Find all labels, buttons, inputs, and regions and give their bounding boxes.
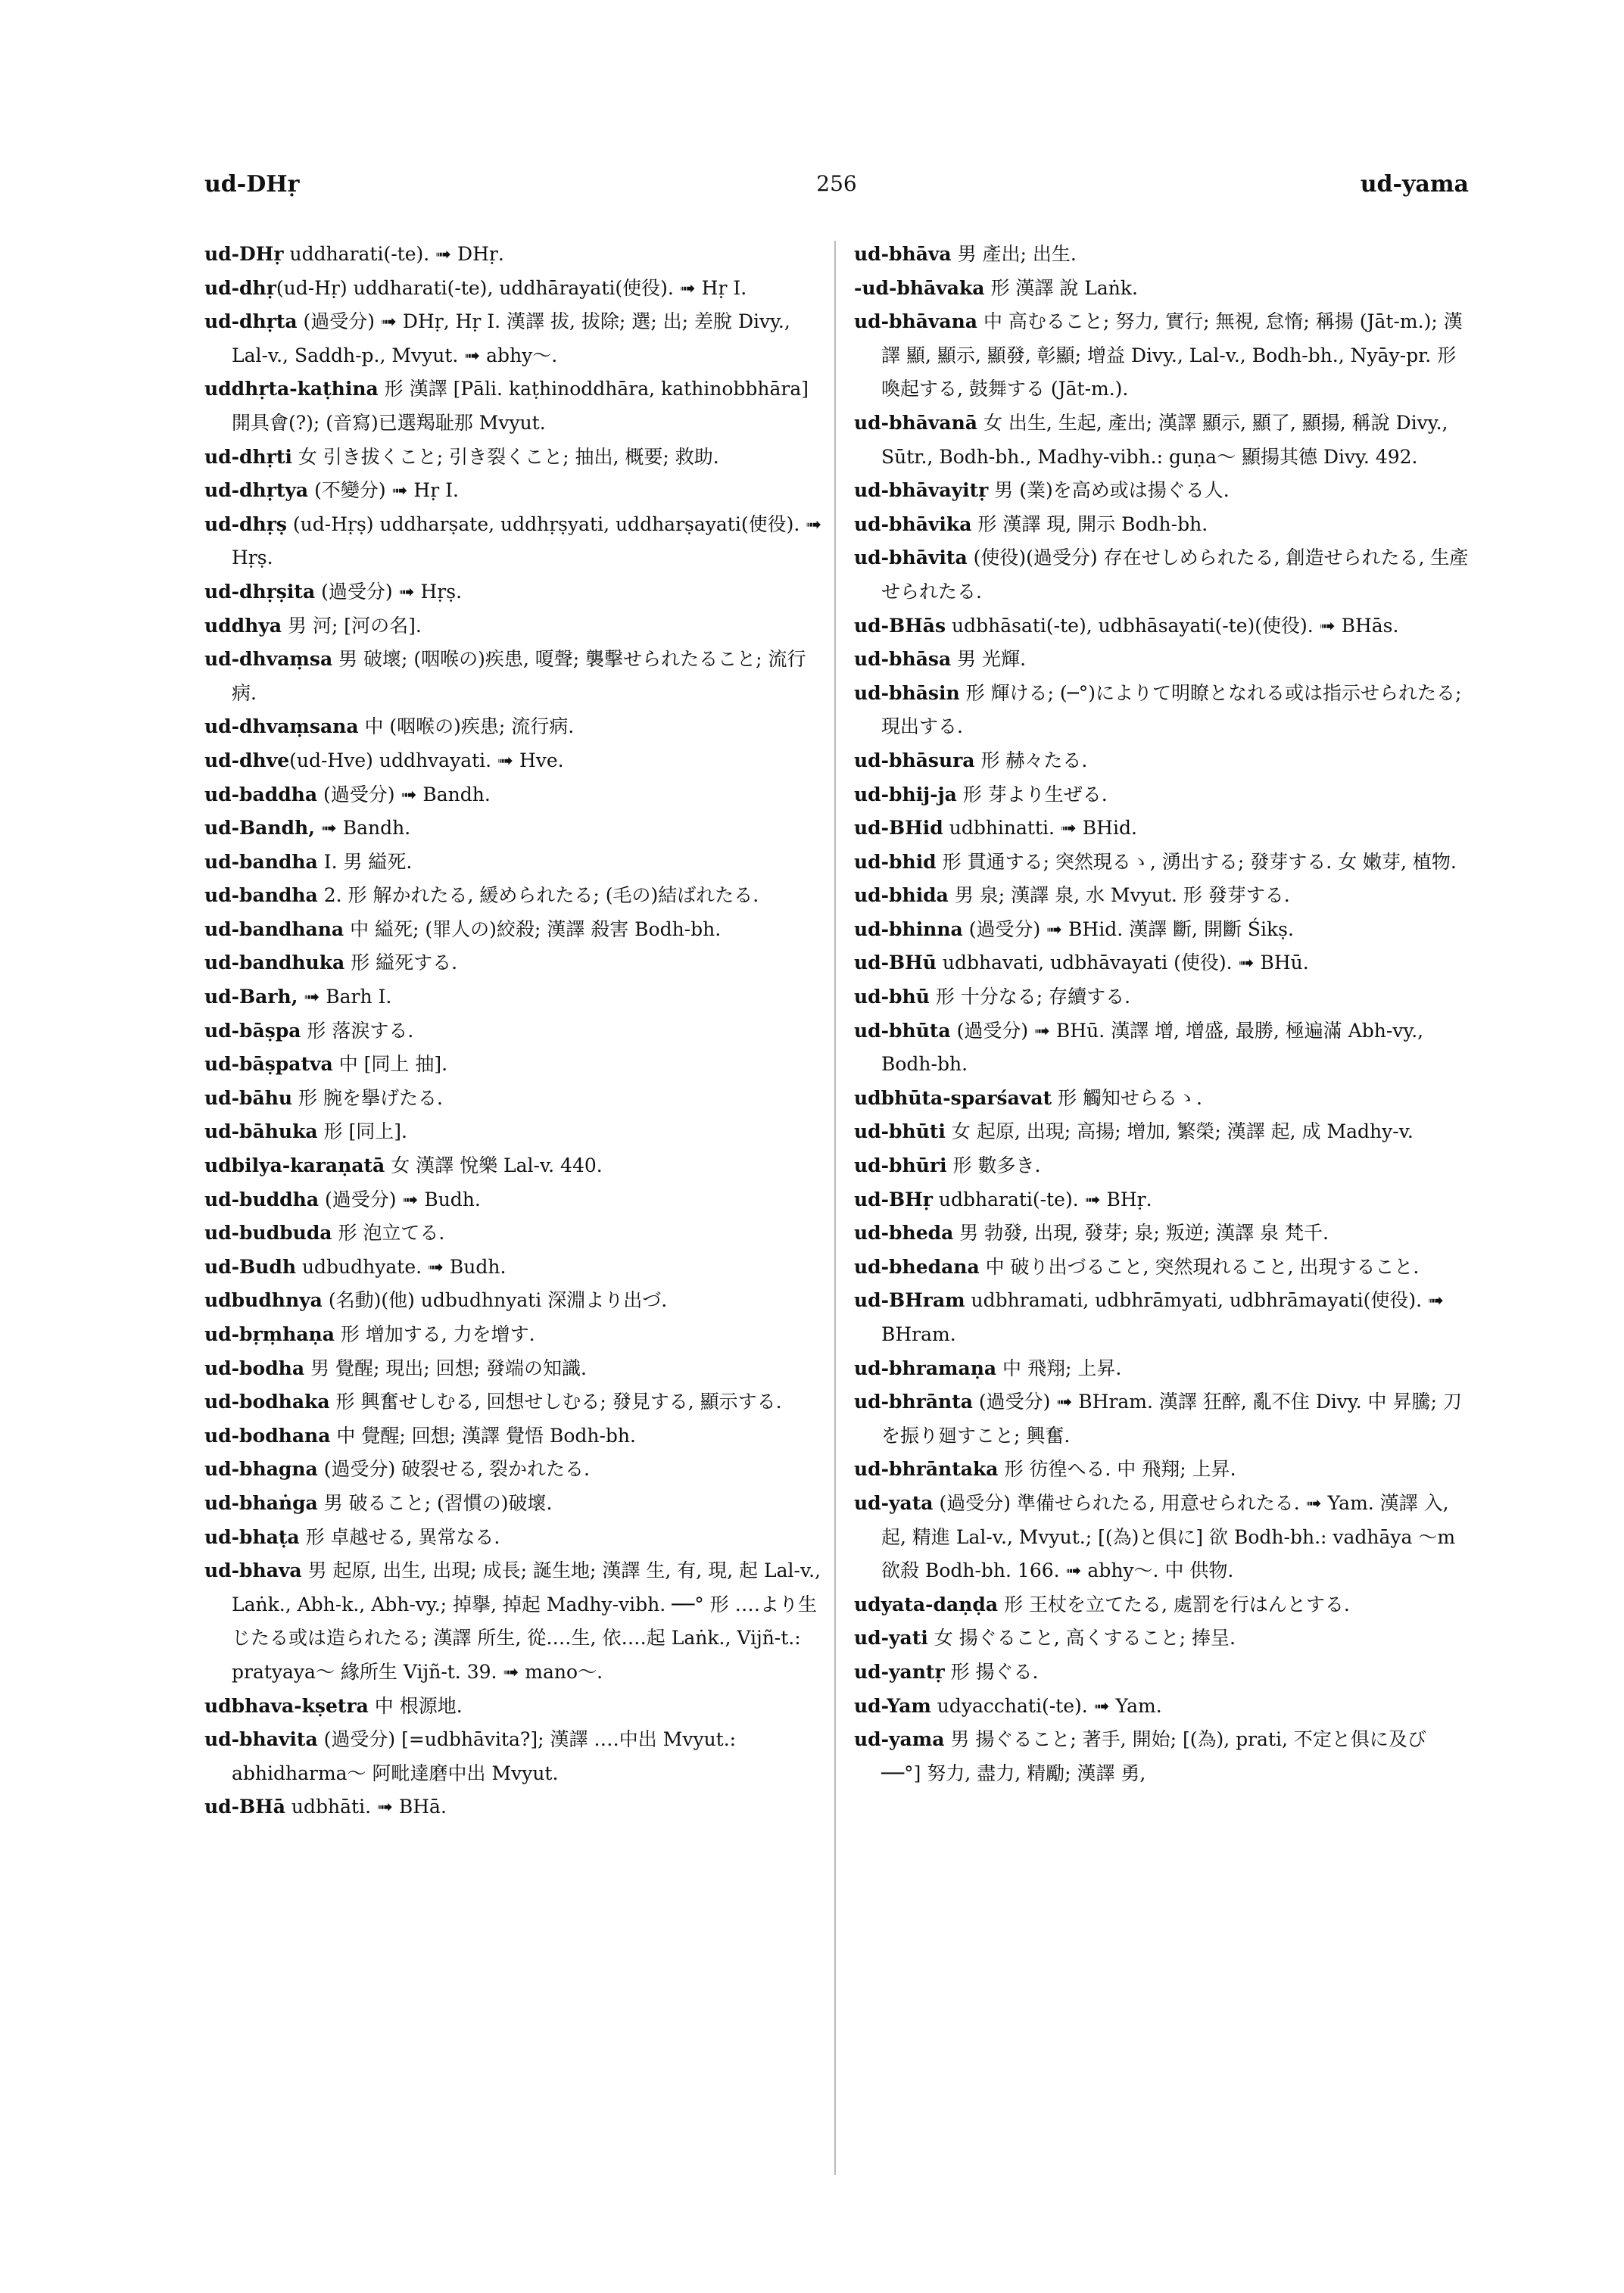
dictionary-entry (204, 272, 825, 306)
entry-definition: (過受分) ➟ Hṛṣ. (315, 580, 463, 603)
entry-headword: ud-dhvaṃsana (204, 715, 359, 738)
dictionary-entry (204, 980, 825, 1014)
entry-headword: ud-bhavita (204, 1728, 318, 1751)
entry-definition: udbharati(-te). ➟ BHṛ. (932, 1188, 1152, 1210)
dictionary-entry (204, 643, 825, 710)
dictionary-entry (204, 1554, 825, 1689)
entry-definition: 形 腕を擧げたる. (292, 1086, 443, 1109)
entry-headword: ud-bandhana (204, 918, 344, 940)
dictionary-entry (854, 1183, 1469, 1217)
entry-definition: (ud-Hve) uddhvayati. ➟ Hve. (289, 749, 564, 771)
entry-definition: (過受分) [=udbhāvita?]; 漢譯 ‥‥中出 Mvyut.: abhidharma〜 阿毗達磨中出 Mvyut. (232, 1728, 737, 1784)
entry-definition: ➟ Bandh. (314, 817, 411, 840)
dictionary-entry (204, 879, 825, 913)
entry-definition: (過受分) 破裂せる, 裂かれたる. (317, 1458, 590, 1481)
entry-definition: 形 泡立てる. (332, 1222, 445, 1245)
entry-headword: ud-bhinna (854, 918, 963, 940)
dictionary-entry (854, 1082, 1469, 1116)
entry-headword: ud-dhve (204, 749, 290, 771)
entry-headword: ud-bhūti (854, 1120, 946, 1143)
dictionary-entry (204, 575, 825, 609)
dictionary-entry (854, 778, 1469, 812)
entry-headword: ud-bhāsin (854, 681, 960, 704)
entry-headword: ud-bodhaka (204, 1391, 330, 1413)
entry-definition: (ud-Hṛṣ) uddharṣate, uddhṛṣyati, uddharṣayati(使役). ➟ Hṛṣ. (232, 512, 822, 569)
dictionary-entry (854, 407, 1469, 474)
entry-definition: udbhavati, udbhāvayati (使役). ➟ BHū. (936, 952, 1309, 974)
dictionary-entry (854, 541, 1469, 609)
entry-definition: udbhramati, udbhrāmyati, udbhrāmayati(使役). ➟ BHram. (881, 1289, 1444, 1345)
dictionary-entry (204, 1419, 825, 1453)
entry-definition: 女 出生, 生起, 產出; 漢譯 顯示, 顯了, 顯揚, 稱說 Divy., Sūtr., Bodh-bh., Madhy-vibh.: guṇa〜 顯揚其德 Divy. 492. (881, 411, 1448, 468)
dictionary-entry (204, 1284, 825, 1318)
dictionary-entry (204, 744, 825, 778)
entry-definition: 中 (咽喉の)疾患; 流行病. (358, 715, 575, 738)
entry-definition: 女 漢譯 悅樂 Lal-v. 440. (385, 1154, 603, 1177)
entry-headword: ud-bhaṭa (204, 1525, 300, 1548)
entry-definition: 中 縊死; (罪人の)絞殺; 漢譯 殺害 Bodh-bh. (344, 918, 722, 940)
entry-headword: ud-bandha (204, 850, 318, 873)
entry-headword: ud-bhāsa (854, 648, 952, 671)
entry-headword: ud-bhaṅga (204, 1491, 318, 1514)
dictionary-entry (204, 305, 825, 372)
dictionary-entry (854, 272, 1469, 306)
right-column (854, 238, 1469, 1790)
dictionary-entry (854, 1014, 1469, 1082)
entry-headword: ud-bhrāntaka (854, 1458, 999, 1481)
entry-definition: 中 破り出づること, 突然現れること, 出現すること. (979, 1255, 1420, 1278)
dictionary-entry (204, 1690, 825, 1724)
entry-definition: 形 數多き. (946, 1154, 1041, 1177)
entry-headword: ud-BHid (854, 817, 943, 840)
dictionary-entry (854, 1588, 1469, 1622)
entry-definition: (過受分) 準備せられたる, 用意せられたる. ➟ Yam. 漢譯 入, 起, 精進 Lal-v., Mvyut.; [(為)と俱に] 欲 Bodh-bh.: vadhāya 〜m 欲殺 Bodh-bh. 166. ➟ abhy〜. 中 供物. (881, 1491, 1456, 1582)
entry-definition: 中 飛翔; 上昇. (996, 1357, 1122, 1379)
entry-definition: 形 漢譯 說 Laṅk. (984, 276, 1139, 299)
entry-headword: ud-bhāsura (854, 749, 975, 771)
dictionary-entry (204, 474, 825, 508)
entry-headword: ud-bṛṃhaṇa (204, 1323, 335, 1345)
left-column (204, 238, 825, 1824)
entry-definition: 女 起原, 出現; 高揚; 增加, 繁榮; 漢譯 起, 成 Madhy-v. (945, 1120, 1414, 1143)
entry-definition: I. 男 縊死. (317, 850, 413, 873)
dictionary-entry (854, 1487, 1469, 1588)
entry-headword: ud-bhāvika (854, 512, 972, 535)
page-number: 256 (816, 171, 857, 196)
entry-definition: 女 引き拔くこと; 引き裂くこと; 抽出, 概要; 救助. (291, 445, 719, 468)
entry-headword: ud-bhedana (854, 1255, 980, 1278)
dictionary-entry (204, 1149, 825, 1183)
dictionary-entry (204, 1487, 825, 1521)
entry-definition: 男 (業)を高め或は揚ぐる人. (988, 479, 1230, 502)
dictionary-entry (204, 1385, 825, 1419)
dictionary-entry (854, 812, 1469, 846)
entry-headword: ud-bhāvita (854, 547, 968, 569)
dictionary-entry (854, 1352, 1469, 1386)
dictionary-entry (854, 1217, 1469, 1251)
entry-headword: ud-bhagna (204, 1458, 318, 1481)
dictionary-entry (204, 1453, 825, 1487)
dictionary-entry (204, 1251, 825, 1285)
entry-definition: 形 觸知せらるゝ. (1052, 1086, 1202, 1109)
entry-definition: (過受分) ➟ BHram. 漢譯 狂醉, 亂不住 Divy. 中 昇騰; 刀を振り廻すこと; 興奮. (881, 1391, 1462, 1447)
entry-headword: ud-bhramaṇa (854, 1357, 997, 1379)
entry-headword: ud-bhāvayitṛ (854, 479, 989, 502)
entry-headword: ud-BHū (854, 952, 937, 974)
entry-definition: 中 [同上 抽]. (332, 1053, 448, 1076)
dictionary-entry (854, 846, 1469, 880)
entry-definition: (ud-Hṛ) uddharati(-te), uddhārayati(使役). ➟ Hṛ I. (276, 276, 747, 299)
entry-definition: (使役)(過受分) 存在せしめられたる, 創造せられたる, 生產せられたる. (881, 547, 1469, 603)
dictionary-entry (854, 1284, 1469, 1351)
entry-definition: (過受分) ➟ Bandh. (317, 783, 491, 805)
entry-definition: udbhinatti. ➟ BHid. (943, 817, 1137, 840)
entry-definition: (過受分) ➟ Budh. (319, 1188, 481, 1210)
dictionary-entry (204, 913, 825, 947)
entry-definition: 男 起原, 出生, 出現; 成長; 誕生地; 漢譯 生, 有, 現, 起 Lal-v., Laṅk., Abh-k., Abh-vy.; 掉擧, 掉起 Madhy-vibh. ──° 形 ‥‥より生じたる或は造られたる; 漢譯 所生, 從‥‥生, 依‥‥起 Laṅk., Vijñ-t.: pratyaya〜 緣所生 Vijñ-t. 39. ➟ mano〜. (232, 1559, 821, 1683)
entry-headword: -ud-bhāvaka (854, 276, 985, 299)
dictionary-entry (204, 609, 825, 643)
entry-headword: ud-dhṛtya (204, 479, 309, 502)
entry-definition: 形 落涙する. (301, 1019, 414, 1042)
dictionary-entry (854, 1149, 1469, 1183)
entry-definition: 形 漢譯 現, 開示 Bodh-bh. (971, 512, 1208, 535)
entry-definition: (過受分) ➟ BHid. 漢譯 斷, 開斷 Śikṣ. (962, 918, 1294, 940)
dictionary-entry (854, 474, 1469, 508)
dictionary-entry (204, 441, 825, 475)
dictionary-entry (204, 1217, 825, 1251)
entry-headword: ud-bāṣpatva (204, 1053, 333, 1076)
entry-definition: 形 輝ける; (─°)によりて明瞭となれる或は指示せられたる; 現出する. (881, 681, 1462, 738)
entry-definition: 中 覺醒; 回想; 漢譯 覺悟 Bodh-bh. (330, 1424, 636, 1447)
entry-headword: ud-bāhuka (204, 1120, 318, 1143)
entry-headword: ud-dhṛti (204, 445, 292, 468)
entry-definition: 形 赫々たる. (974, 749, 1088, 771)
entry-headword: ud-bhāvana (854, 310, 977, 333)
entry-definition: udbhāti. ➟ BHā. (285, 1796, 447, 1818)
dictionary-entry (204, 1115, 825, 1149)
entry-headword: ud-bāhu (204, 1086, 293, 1109)
dictionary-entry (204, 846, 825, 880)
entry-headword: uddhya (204, 614, 282, 637)
entry-headword: ud-baddha (204, 783, 318, 805)
entry-headword: ud-BHā (204, 1796, 285, 1818)
entry-headword: udyata-daṇḍa (854, 1593, 999, 1615)
entry-definition: 中 高むること; 努力, 實行; 無視, 怠惰; 稱揚 (Jāt-m.); 漢譯 顯, 顯示, 顯發, 彰顯; 增益 Divy., Lal-v., Bodh-bh., Nyāy-pr. 形 喚起する, 鼓舞する (Jāt-m.). (881, 310, 1463, 400)
dictionary-entry (204, 372, 825, 440)
entry-headword: ud-dhvaṃsa (204, 648, 333, 671)
dictionary-entry (854, 1251, 1469, 1285)
entry-headword: ud-bheda (854, 1222, 954, 1245)
dictionary-entry (854, 305, 1469, 407)
dictionary-entry (854, 913, 1469, 947)
entry-definition: 男 產出; 出生. (951, 243, 1077, 265)
page-header (204, 171, 1469, 209)
dictionary-entry (854, 1385, 1469, 1453)
entry-headword: ud-bhāva (854, 243, 952, 265)
entry-definition: 男 揚ぐること; 著手, 開始; [(為), prati, 不定と俱に及び ──°] 努力, 盡力, 精勵; 漢譯 勇, (881, 1728, 1426, 1784)
entry-definition: (過受分) ➟ DHṛ, Hṛ I. 漢譯 拔, 拔除; 選; 出; 差脫 Divy., Lal-v., Saddh-p., Mvyut. ➟ abhy〜. (232, 310, 790, 366)
entry-headword: ud-bhūri (854, 1154, 947, 1177)
entry-headword: ud-bhūta (854, 1019, 951, 1042)
dictionary-entry (204, 1318, 825, 1352)
entry-definition: 形 揚ぐる. (944, 1660, 1039, 1683)
dictionary-entry (854, 1622, 1469, 1656)
dictionary-entry (204, 1723, 825, 1790)
dictionary-entry (204, 238, 825, 272)
dictionary-entry (204, 1082, 825, 1116)
dictionary-entry (854, 946, 1469, 980)
entry-headword: ud-Budh (204, 1255, 296, 1278)
entry-headword: ud-yantṛ (854, 1660, 945, 1683)
dictionary-entry (854, 744, 1469, 778)
entry-definition: 男 破ること; (習慣の)破壞. (317, 1491, 553, 1514)
entry-headword: ud-dhṛṣita (204, 580, 316, 603)
dictionary-entry (854, 1690, 1469, 1724)
dictionary-entry (854, 238, 1469, 272)
entry-headword: ud-dhṛṣ (204, 512, 287, 535)
entry-headword: ud-dhṛta (204, 310, 298, 333)
entry-definition: 形 增加する, 力を增す. (334, 1323, 535, 1345)
entry-headword: ud-bhava (204, 1559, 302, 1582)
entry-headword: ud-BHram (854, 1289, 965, 1312)
entry-definition: 形 芽より生ぜる. (956, 783, 1108, 805)
dictionary-entry (204, 812, 825, 846)
dictionary-entry (854, 643, 1469, 677)
entry-definition: ➟ Barh I. (298, 986, 392, 1008)
entry-definition: 男 勃發, 出現, 發芽; 泉; 叛逆; 漢譯 泉 梵千. (953, 1222, 1329, 1245)
entry-definition: 形 興奮せしむる, 回想せしむる; 發見する, 顯示する. (329, 1391, 782, 1413)
entry-definition: uddharati(-te). ➟ DHṛ. (283, 243, 504, 265)
dictionary-entry (204, 1014, 825, 1048)
entry-definition: 形 王杖を立てたる, 處罰を行はんとする. (998, 1593, 1350, 1615)
header-left-guideword: ud-DHṛ (204, 171, 300, 198)
entry-definition: udyacchati(-te). ➟ Yam. (930, 1694, 1162, 1717)
dictionary-entry (854, 1453, 1469, 1487)
entry-definition: 男 河; [河の名]. (282, 614, 422, 637)
dictionary-entry (204, 946, 825, 980)
entry-definition: 2. 形 解かれたる, 緩められたる; (毛の)結ばれたる. (317, 884, 759, 907)
dictionary-entry (204, 1352, 825, 1386)
entry-definition: 男 覺醒; 現出; 回想; 發端の知識. (304, 1357, 587, 1379)
entry-headword: udbhava-kṣetra (204, 1694, 369, 1717)
dictionary-entry (204, 710, 825, 744)
entry-headword: ud-bhrānta (854, 1391, 973, 1413)
entry-definition: 男 破壞; (咽喉の)疾患, 嗄聲; 襲擊せられたること; 流行病. (232, 648, 806, 704)
dictionary-entry (854, 609, 1469, 643)
dictionary-entry (854, 1656, 1469, 1690)
entry-definition: udbhāsati(-te), udbhāsayati(-te)(使役). ➟ BHās. (946, 614, 1399, 637)
entry-headword: ud-Barh, (204, 986, 298, 1008)
entry-headword: udbudhnya (204, 1289, 323, 1312)
entry-headword: ud-yama (854, 1728, 945, 1751)
entry-definition: 男 光輝. (951, 648, 1027, 671)
entry-headword: ud-Yam (854, 1694, 931, 1717)
entry-headword: ud-bodha (204, 1357, 305, 1379)
dictionary-entry (854, 1115, 1469, 1149)
entry-headword: ud-bāṣpa (204, 1019, 301, 1042)
entry-headword: ud-buddha (204, 1188, 320, 1210)
dictionary-entry (204, 778, 825, 812)
entry-definition: (不變分) ➟ Hṛ I. (308, 479, 459, 502)
entry-headword: ud-bhid (854, 850, 937, 873)
entry-definition: 男 泉; 漢譯 泉, 水 Mvyut. 形 發芽する. (948, 884, 1290, 907)
entry-headword: udbilya-karaṇatā (204, 1154, 385, 1177)
entry-definition: 形 漢譯 [Pāli. kaṭhinoddhāra, kathinobbhāra] 開具會(?); (音寫)已選羯耻那 Mvyut. (232, 378, 809, 434)
dictionary-entry (204, 1183, 825, 1217)
entry-definition: 形 縊死する. (344, 952, 458, 974)
entry-headword: ud-yata (854, 1491, 934, 1514)
entry-headword: ud-yati (854, 1627, 928, 1650)
entry-definition: 女 揚ぐること, 高くすること; 捧呈. (927, 1627, 1236, 1650)
entry-headword: ud-bhida (854, 884, 949, 907)
column-divider (834, 241, 836, 2175)
entry-headword: ud-bodhana (204, 1424, 331, 1447)
dictionary-entry (854, 677, 1469, 744)
entry-definition: (名動)(他) udbudhnyati 深淵より出づ. (322, 1289, 668, 1312)
dictionary-entry (854, 879, 1469, 913)
entry-headword: ud-budbuda (204, 1222, 332, 1245)
entry-headword: ud-Bandh, (204, 817, 315, 840)
dictionary-entry (204, 508, 825, 575)
entry-headword: ud-BHās (854, 614, 946, 637)
entry-definition: (過受分) ➟ BHū. 漢譯 增, 增盛, 最勝, 極遍滿 Abh-vy., Bodh-bh. (881, 1019, 1424, 1076)
entry-headword: ud-bhū (854, 986, 930, 1008)
dictionary-entry (204, 1521, 825, 1555)
entry-headword: ud-DHṛ (204, 243, 284, 265)
dictionary-entry (854, 508, 1469, 542)
dictionary-entry (204, 1048, 825, 1082)
entry-headword: ud-BHṛ (854, 1188, 933, 1210)
entry-definition: 形 彷徨へる. 中 飛翔; 上昇. (998, 1458, 1236, 1481)
entry-definition: udbudhyate. ➟ Budh. (296, 1255, 507, 1278)
dictionary-entry (854, 980, 1469, 1014)
entry-headword: udbhūta-sparśavat (854, 1086, 1052, 1109)
dictionary-entry (204, 1790, 825, 1824)
dictionary-entry (854, 1723, 1469, 1790)
entry-headword: ud-bandhuka (204, 952, 345, 974)
entry-headword: ud-dhṛ (204, 276, 276, 299)
entry-definition: 形 [同上]. (317, 1120, 407, 1143)
entry-headword: ud-bhāvanā (854, 411, 977, 434)
entry-definition: 中 根源地. (368, 1694, 463, 1717)
entry-headword: ud-bandha (204, 884, 318, 907)
entry-definition: 形 貫通する; 突然現るゝ, 湧出する; 發芽する. 女 嫩芽, 植物. (936, 850, 1457, 873)
entry-definition: 形 十分なる; 存續する. (929, 986, 1131, 1008)
entry-headword: uddhṛta-kaṭhina (204, 378, 379, 400)
entry-definition: 形 卓越せる, 異常なる. (299, 1525, 500, 1548)
entry-headword: ud-bhij-ja (854, 783, 957, 805)
header-right-guideword: ud-yama (1360, 171, 1469, 198)
